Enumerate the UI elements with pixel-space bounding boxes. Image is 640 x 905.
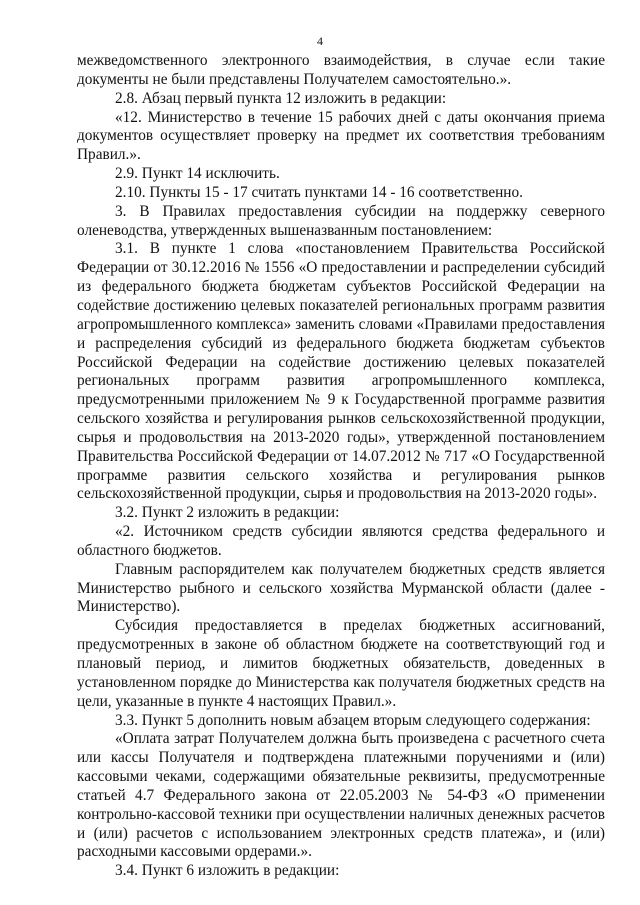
paragraph-p09: «2. Источником средств субсидии являются средства федерального и областного бюджетов. [77, 523, 605, 559]
paragraph-p14: 3.4. Пункт 6 изложить в редакции: [115, 862, 340, 880]
paragraph-p03: «12. Министерство в течение 15 рабочих дней с даты окончания приема документов осуществляет проверку на предмет их соответствия требованиям Правил.». [77, 108, 605, 164]
paragraph-p11: Субсидия предоставляется в пределах бюджетных ассигнований, предусмотренных в законе об областном бюджете на соответствующий год и плановый период, и лимитов бюджетных обязательств, доведенных в установленном порядке до Министерства как получателя бюджетных средств на цели, указанные в пункте 4 настоящих Правил.». [77, 617, 605, 710]
paragraph-p01: межведомственного электронного взаимодействия, в случае если такие документы не были представлены Получателем самостоятельно.». [77, 52, 605, 88]
paragraph-p04: 2.9. Пункт 14 исключить. [115, 165, 280, 183]
paragraph-p06: 3. В Правилах предоставления субсидии на поддержку северного оленеводства, утвержденных вышеназванным постановлением: [77, 202, 605, 239]
paragraph-p10: Главным распорядителем как получателем бюджетных средств является Министерство рыбного и сельского хозяйства Мурманской области (далее - Министерство). [77, 560, 605, 616]
paragraph-p05: 2.10. Пункты 15 - 17 считать пунктами 14 - 16 соответственно. [115, 183, 523, 201]
document-body [77, 52, 605, 881]
paragraph-p08: 3.2. Пункт 2 изложить в редакции: [115, 504, 340, 522]
paragraph-p02: 2.8. Абзац первый пункта 12 изложить в редакции: [115, 89, 447, 107]
paragraph-p07: 3.1. В пункте 1 слова «постановлением Правительства Российской Федерации от 30.12.2016 № 1556 «О предоставлении и распределении субсидий из федерального бюджета бюджетам субъектов Российской Федерации на содействие достижению целевых показателей региональных программ развития агропромышленного комплекса» заменить словами «Правилами предоставления и распределения субсидий из федерального бюджета бюджетам субъектов Российской Федерации на содействие достижению целевых показателей региональных программ развития агропромышленного комплекса, предусмотренными приложением № 9 к Государственной программе развития сельского хозяйства и регулирования рынков сельскохозяйственной продукции, сырья и продовольствия на 2013-2020 годы», утвержденной постановлением Правительства Российской Федерации от 14.07.2012 № 717 «О Государственной программе развития сельского хозяйства и регулирования рынков сельскохозяйственной продукции, сырья и продовольствия на 2013-2020 годы». [77, 240, 605, 503]
page-number: 4 [317, 34, 323, 48]
paragraph-p13: «Оплата затрат Получателем должна быть произведена с расчетного счета или кассы Получателя и подтверждена платежными поручениями и (или) кассовыми чеками, содержащими обязательные реквизиты, предусмотренные статьей 4.7 Федерального закона от 22.05.2003 № 54-ФЗ «О применении контрольно-кассовой техники при осуществлении наличных денежных расчетов и (или) расчетов с использованием электронных средств платежа», и (или) расходными кассовыми ордерами.». [77, 730, 605, 861]
paragraph-p12: 3.3. Пункт 5 дополнить новым абзацем вторым следующего содержания: [115, 711, 591, 729]
